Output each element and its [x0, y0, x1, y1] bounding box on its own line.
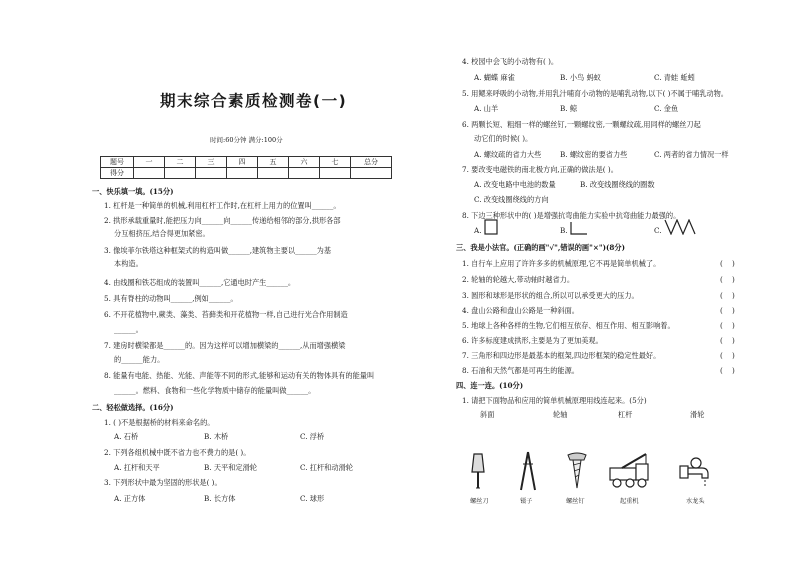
- option-b[interactable]: B.: [560, 226, 568, 235]
- question-text: 7. 要改变电磁铁的南北极方向,正确的做法是( )。: [462, 165, 618, 174]
- option-b[interactable]: B. 天平和定滑轮: [204, 463, 257, 472]
- item-caption: 螺丝刀: [470, 498, 489, 505]
- option-a[interactable]: A. 改变电路中电池的数量: [474, 180, 556, 189]
- question-text: 4. 由线圈和铁芯组成的装置叫______,它通电时产生______。: [104, 278, 296, 287]
- statement-text: 2. 轮轴的轮越大,带动轴时越省力。: [462, 275, 575, 284]
- score-input[interactable]: [134, 168, 165, 179]
- option-b[interactable]: B. 改变线圈绕线的圈数: [580, 180, 655, 189]
- section-heading: 三、我是小法官。(正确的画"√",错误的画"×")(8分): [456, 243, 626, 252]
- option-c[interactable]: C. 浮桥: [300, 432, 325, 441]
- statement-text: 4. 盘山公路和盘山公路是一种斜面。: [462, 306, 579, 315]
- score-cell: 一: [134, 157, 165, 168]
- answer-paren[interactable]: ( ): [720, 275, 735, 284]
- question-text: 7. 建房时横梁都是______的。因为这样可以增加横梁的______,从而增强横梁: [104, 341, 346, 350]
- section-heading: 二、轻松做选择。(16分): [92, 403, 174, 412]
- item-caption: 水龙头: [686, 498, 705, 505]
- answer-paren[interactable]: ( ): [720, 321, 735, 330]
- statement-text: 3. 圆形和球形是形状的组合,所以可以承受更大的压力。: [462, 291, 639, 300]
- zigzag-shape-icon: [664, 219, 698, 235]
- question-text: 2. 下列各组机械中既不省力也不费力的是( )。: [104, 448, 251, 457]
- score-input[interactable]: [258, 168, 289, 179]
- section-heading: 一、快乐填一填。(15分): [92, 187, 174, 196]
- answer-paren[interactable]: ( ): [720, 291, 735, 300]
- score-input[interactable]: [196, 168, 227, 179]
- option-c[interactable]: C. 球形: [300, 494, 325, 503]
- question-text: 4. 校园中会飞的小动物有( )。: [462, 57, 559, 66]
- question-text: 1. 杠杆是一种简单的机械,利用杠杆工作时,在杠杆上用力的位置叫______。: [104, 201, 341, 210]
- option-a[interactable]: A. 山羊: [474, 104, 499, 113]
- question-text: 3. 像埃菲尔铁塔这种框架式的构造叫做______,建筑物主要以______为基: [104, 246, 332, 255]
- page-title: 期末综合素质检测卷(一): [160, 92, 348, 110]
- option-b[interactable]: B. 螺纹密的要省力些: [560, 150, 628, 159]
- score-cell: 总分: [351, 157, 392, 168]
- answer-paren[interactable]: ( ): [720, 366, 735, 375]
- score-cell: 得分: [101, 168, 134, 179]
- score-input[interactable]: [227, 168, 258, 179]
- answer-paren[interactable]: ( ): [720, 306, 735, 315]
- question-text: 3. 下列形状中最为坚固的形状是( )。: [104, 478, 222, 487]
- score-cell: 二: [165, 157, 196, 168]
- statement-text: 5. 地球上各种各样的生物,它们相互依存、相互作用、相互影响着。: [462, 321, 675, 330]
- option-c[interactable]: C. 改变线圈绕线的方向: [474, 195, 549, 204]
- score-input[interactable]: [289, 168, 320, 179]
- question-text: ______。: [114, 325, 143, 334]
- question-text: 的______能力。: [114, 355, 165, 364]
- question-text: 8. 能量有电能、热能、光能、声能等不同的形式,能够和运动有关的物体具有的能量叫: [104, 371, 375, 380]
- statement-text: 8. 石油和天然气都是可再生的能源。: [462, 366, 579, 375]
- option-b[interactable]: B. 小鸟 蚂蚁: [560, 73, 601, 82]
- option-c[interactable]: C. 扛杆和动滑轮: [300, 463, 353, 472]
- section-heading: 四、连一连。(10分): [456, 381, 524, 390]
- question-text: 分互相挤压,结合得更加紧密。: [114, 229, 210, 238]
- screwdriver-icon: [466, 452, 490, 492]
- answer-paren[interactable]: ( ): [720, 351, 735, 360]
- answer-paren[interactable]: ( ): [720, 259, 735, 268]
- score-input[interactable]: [320, 168, 351, 179]
- score-input[interactable]: [165, 168, 196, 179]
- option-a[interactable]: A. 石桥: [114, 432, 139, 441]
- score-cell: 三: [196, 157, 227, 168]
- statement-text: 1. 自行车上应用了许许多多的机械原理,它不再是简单机械了。: [462, 259, 661, 268]
- tweezers-icon: [518, 450, 538, 492]
- corner-shape-icon: [570, 221, 588, 235]
- principle-label[interactable]: 滑轮: [690, 410, 705, 419]
- question-text: 6. 两颗长短、粗细一样的螺丝钉,一颗螺纹密,一颗螺纹疏,用同样的螺丝刀起: [462, 120, 701, 129]
- question-text: 8. 下边三种形状中的( )是增强抗弯曲能力实验中抗弯曲能力最强的。: [462, 211, 681, 220]
- score-input[interactable]: [351, 168, 392, 179]
- option-a[interactable]: A. 正方体: [114, 494, 146, 503]
- question-text: 本构造。: [114, 259, 143, 268]
- item-caption: 起重机: [620, 498, 639, 505]
- score-cell: 七: [320, 157, 351, 168]
- screw-icon: [566, 452, 588, 490]
- faucet-icon: [678, 456, 714, 488]
- question-text: ______。燃料、食物和一些化学物质中储存的能量叫做______。: [114, 386, 316, 395]
- option-a[interactable]: A.: [474, 226, 482, 235]
- option-c[interactable]: C. 金鱼: [654, 104, 679, 113]
- option-b[interactable]: B. 木桥: [204, 432, 229, 441]
- statement-text: 7. 三角形和四边形是最基本的框架,四边形框架的稳定性最好。: [462, 351, 661, 360]
- question-text: 6. 不开花植物中,蕨类、藻类、苔藓类和开花植物一样,自己进行光合作用制造: [104, 310, 348, 319]
- option-c[interactable]: C. 两者的省力情况一样: [654, 150, 729, 159]
- square-shape-icon: [484, 219, 498, 235]
- option-c[interactable]: C.: [654, 226, 662, 235]
- option-a[interactable]: A. 蝴蝶 麻雀: [474, 73, 515, 82]
- principle-label[interactable]: 斜面: [480, 410, 495, 419]
- question-text: 动它们的时候( )。: [474, 134, 533, 143]
- page-subtitle: 时间:60分钟 满分:100分: [210, 136, 283, 144]
- option-b[interactable]: B. 长方体: [204, 494, 236, 503]
- option-a[interactable]: A. 螺纹疏的省力大些: [474, 150, 542, 159]
- question-text: 2. 拱形承载重量时,能把压力向______向______传递给相邻的部分,拱形各部: [104, 216, 341, 225]
- score-cell: 五: [258, 157, 289, 168]
- item-caption: 镊子: [520, 498, 533, 505]
- question-text: 1. 请把下面物品和应用的简单机械原理用线连起来。(5分): [462, 396, 647, 405]
- option-c[interactable]: C. 青蛙 蚯蚓: [654, 73, 695, 82]
- score-cell: 题号: [101, 157, 134, 168]
- crane-truck-icon: [608, 452, 652, 490]
- score-cell: 六: [289, 157, 320, 168]
- item-caption: 螺丝钉: [566, 498, 585, 505]
- statement-text: 6. 许多标度建成拱形,主要是为了更加美观。: [462, 336, 603, 345]
- option-a[interactable]: A. 扛杆和天平: [114, 463, 160, 472]
- principle-label[interactable]: 杠杆: [618, 410, 633, 419]
- option-b[interactable]: B. 鲸: [560, 104, 578, 113]
- question-text: 5. 用鳃来呼吸的小动物,并用乳汁哺育小动物的是哺乳动物,以下( )不属于哺乳动物。: [462, 89, 728, 98]
- answer-paren[interactable]: ( ): [720, 336, 735, 345]
- question-text: 5. 具有脊柱的动物叫______,例如______。: [104, 294, 238, 303]
- question-text: 1. ( )不是根据桥的材料来命名的。: [104, 418, 215, 427]
- score-table: [100, 156, 392, 179]
- score-cell: 四: [227, 157, 258, 168]
- principle-label[interactable]: 轮轴: [553, 410, 568, 419]
